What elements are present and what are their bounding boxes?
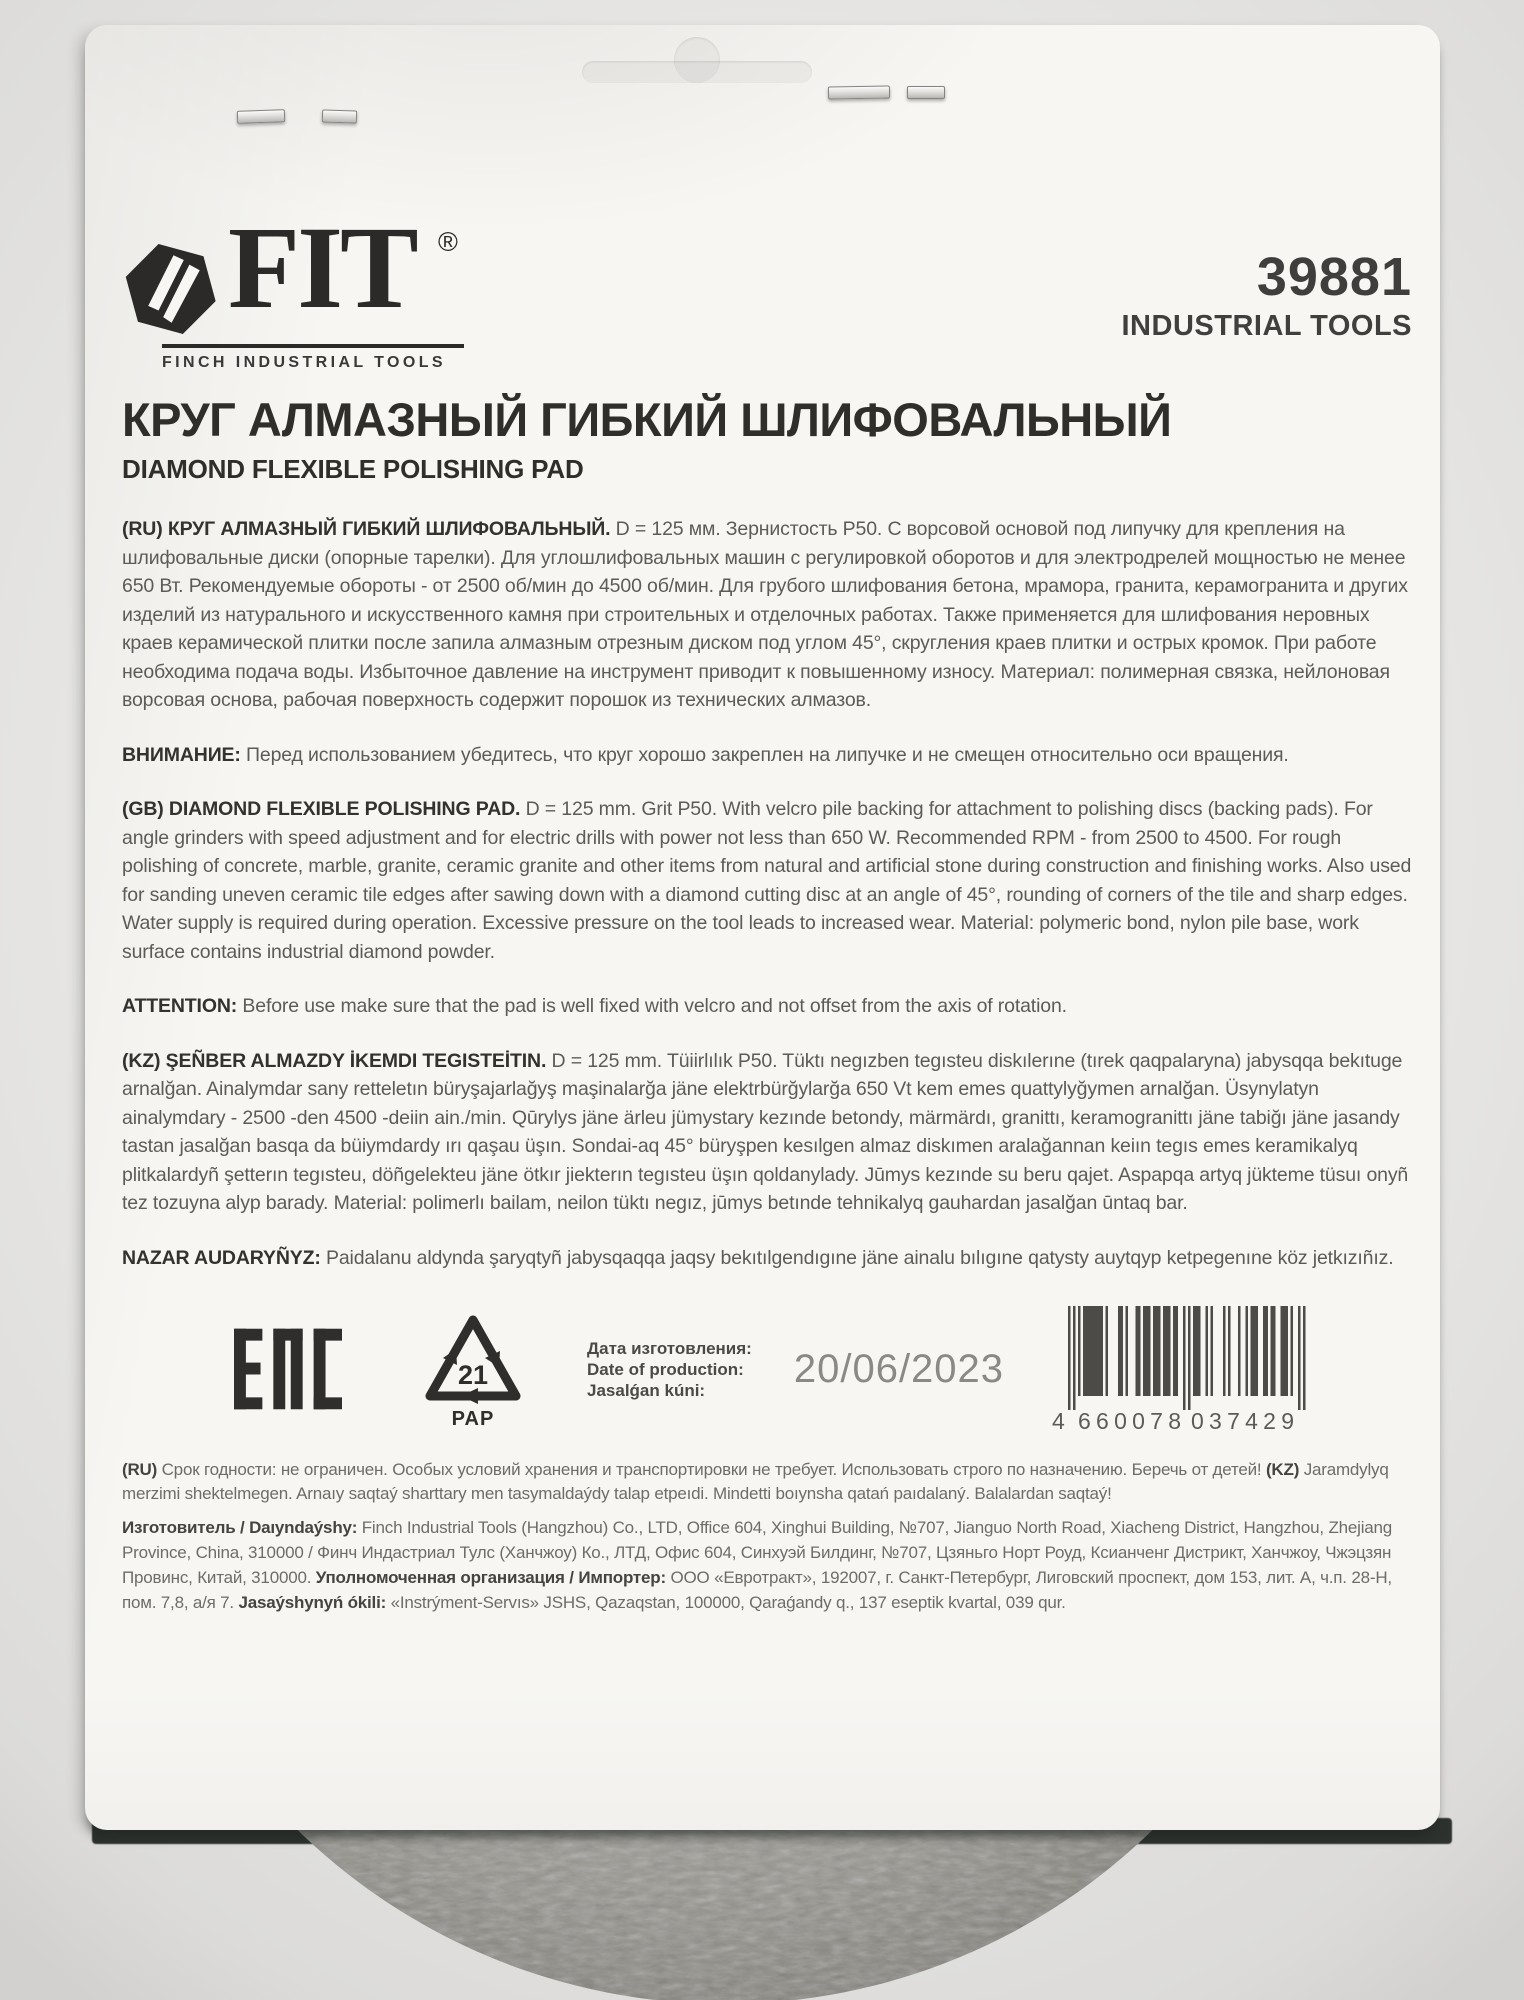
fit-logo-text: FIT — [228, 202, 416, 333]
ru-warning-lead: ВНИМАНИЕ: — [122, 743, 247, 766]
gb-description-body: D = 125 mm. Grit P50. With velcro pile backing for attachment to polishing discs (backing pads). For angle grinders with speed adjustment and for electric drills with power not less than 650 W. Recommended RPM - from 2500 to 4500. For rough polishing of concrete, marble, granite, ceramic granite and other items from natural and artificial stone during construction and finishing works. Also used for sanding uneven ceramic tile edges after sawing down with a diamond cutting disc at an angle of 45°, rounding of corners of the tile and sharp edges. Water supply is required during operation. Excessive pressure on the tool leads to increased wear. Material: polymeric bond, nylon pile base, work surface contains industrial diamond powder. — [122, 798, 1412, 963]
product-title-en: DIAMOND FLEXIBLE POLISHING PAD — [122, 454, 584, 484]
ru-description-body: D = 125 мм. Зернистость P50. С ворсовой основой под липучку для крепления на шлифовальные диски (опорные тарелки). Для углошлифовальных машин с регулировкой оборотов и для электродрелей мощностью не менее 650 Вт. Рекомендуемые обороты - от 2500 об/мин до 4500 об/мин. Для грубого шлифования бетона, мрамора, гранита, керамогранита и других изделий из натурального и искусственного камня при строительных и отделочных работах. Также применяется для шлифования неровных краев керамической плитки после запила алмазным отрезным диском под углом 45°, скругления краев плитки и острых кромок. При работе необходима подача воды. Избыточное давление на инструмент приводит к повышенному износу. Материал: полимерная связка, нейлоновая ворсовая основа, рабочая поверхность содержит порошок из технических алмазов. — [122, 518, 1408, 711]
staple-right — [828, 86, 945, 99]
gb-description-lead: (GB) DIAMOND FLEXIBLE POLISHING PAD. — [122, 798, 526, 820]
kz-warning — [122, 1244, 1412, 1273]
product-title-ru: КРУГ АЛМАЗНЫЙ ГИБКИЙ ШЛИФОВАЛЬНЫЙ — [122, 393, 1172, 446]
gb-warning-body: Before use make sure that the pad is well fixed with velcro and not offset from the axis of rotation. — [242, 995, 1067, 1017]
barcode-digits-right: 037429 — [1191, 1408, 1295, 1434]
production-date-label-kz: Jasalǵan kúni: — [587, 1380, 706, 1400]
production-date-label-ru: Дата изготовления: — [587, 1338, 752, 1358]
kz-warning-body: Paidalanu aldynda şaryqtyñ jabysqaqqa jaqsy bekıtılgendıgıne jäne ainalu bılıgıne qatysty auytqyp ketpegenıne köz jetkızıñız. — [326, 1246, 1394, 1269]
footer-shelf-life: (RU) Срок годности: не ограничен. Особых условий хранения и транспортировки не требует. Использовать строго по назначению. Беречь от детей! (KZ) Jaramdylyq merzimi shektelmegen. Arnaıy saqtaý sharttary men tasymaldaýdy talap etpeıdi. Mindetti boıynsha qatań paıdalaný. Balalardan saqtaý! — [122, 1460, 1389, 1503]
certification-row — [122, 1302, 1412, 1436]
header-row — [122, 202, 1412, 375]
staple-leg — [907, 86, 945, 99]
staple-leg — [828, 85, 890, 99]
sku-label: INDUSTRIAL TOOLS — [1121, 310, 1412, 342]
logo-underline — [162, 344, 464, 348]
recycling-pap-21-icon — [414, 1308, 532, 1430]
production-date-block — [587, 1338, 752, 1401]
kz-description — [122, 1047, 1412, 1218]
logo-tagline: FINCH INDUSTRIAL TOOLS — [162, 354, 446, 371]
kz-warning-lead: NAZAR AUDARYÑYZ: — [122, 1246, 326, 1269]
recycling-material: PAP — [451, 1408, 495, 1430]
ru-description-lead: (RU) КРУГ АЛМАЗНЫЙ ГИБКИЙ ШЛИФОВАЛЬНЫЙ. — [122, 518, 616, 540]
ru-description — [122, 515, 1412, 715]
packaging-card — [85, 25, 1440, 1830]
card-content — [85, 25, 1440, 1830]
ru-warning — [122, 741, 1412, 770]
eac-mark-icon — [234, 1328, 342, 1410]
sku-number: 39881 — [1256, 247, 1412, 307]
staple-leg — [237, 109, 285, 124]
gb-warning — [122, 992, 1412, 1021]
recycling-code: 21 — [457, 1360, 489, 1390]
staple-leg — [322, 109, 357, 123]
registered-trademark-symbol: ® — [438, 227, 458, 257]
gb-description — [122, 795, 1412, 966]
production-date-label-en: Date of production: — [587, 1359, 744, 1379]
brand-logo — [122, 202, 472, 375]
barcode-digit-first: 4 — [1052, 1408, 1065, 1434]
barcode-digits-left: 660078 — [1078, 1408, 1182, 1434]
barcode-svg — [1050, 1302, 1312, 1436]
production-date-value: 20/06/2023 — [793, 1346, 1005, 1391]
staple-left — [237, 110, 357, 123]
kz-description-lead: (KZ) ŞEÑBER ALMAZDY İKEMDI TEGISTEİTIN. — [122, 1049, 552, 1072]
gb-warning-lead: ATTENTION: — [122, 995, 243, 1017]
sku-block — [1121, 247, 1413, 342]
fit-hexagon-icon — [122, 235, 225, 343]
kz-description-body: D = 125 mm. Tüiirlılık P50. Tüktı negızben tegısteu diskılerıne (tırek qaqpalaryna) jabysqqa bekıtuge arnalğan. Ainalymdar sany retteletın büryşajarlağyş maşinalarğa jäne elektrbürğylarğa 650 Vt kem emes quattylyğymen arnalğan. Üsynylatyn ainalymdary - 2500 -den 4500 -deiin ain./min. Qūrylys jäne ärleu jümystary kezınde betondy, märmärdı, granittı, keramogranittı jäne tabiğı jäne jasandy tastan jasalğan basqa da büiymdardy ırı qaşau üşın. Sondai-aq 45° büryşpen kesılgen almaz diskımen aralağannan keiın tegıs emes keramikalyq plitkalardyñ şetterın tegısteu, döñgelekteu jäne ötkır jiekterın tegısteu üşın qoldanylady. Jūmys kezınde su beru qajet. Aspapqa artyq jükteme tüsuı onyñ tez tozuyna alyp barady. Material: polimerlı bailam, neilon tüktı negız, jūmys betınde tehnikalyq gauhardan jasalğan ūntaq bar. — [122, 1049, 1409, 1214]
ru-warning-body: Перед использованием убедитесь, что круг хорошо закреплен на липучке и не смещен относительно оси вращения. — [246, 743, 1289, 766]
footer-manufacturer: Изготовитель / Daıyndaýshy: Finch Industrial Tools (Hangzhou) Co., LTD, Office 604, Xinghui Building, №707, Jianguo North Road, Xiacheng District, Hangzhou, Zhejiang Province, China, 310000 / Финч Индастриал Тулс (Ханчжоу) Ко., ЛТД, Офис 604, Синхуэй Билдинг, №707, Цзяньго Норт Роуд, Ксианченг Дистрикт, Ханчжоу, Чжэцзян Провинс, Китай, 310000. Уполномоченная организация / Импортер: ООО «Евротракт», 192007, г. Санкт-Петербург, Лиговский проспект, дом 153, лит. А, ч.п. 28-Н, пом. 7,8, а/я 7. Jasaýshynyń ókili: «Instrýment-Servıs» JSHS, Qazaqstan, 100000, Qaraǵandy q., 137 eseptik kvartal, 039 qur. — [122, 1518, 1393, 1612]
